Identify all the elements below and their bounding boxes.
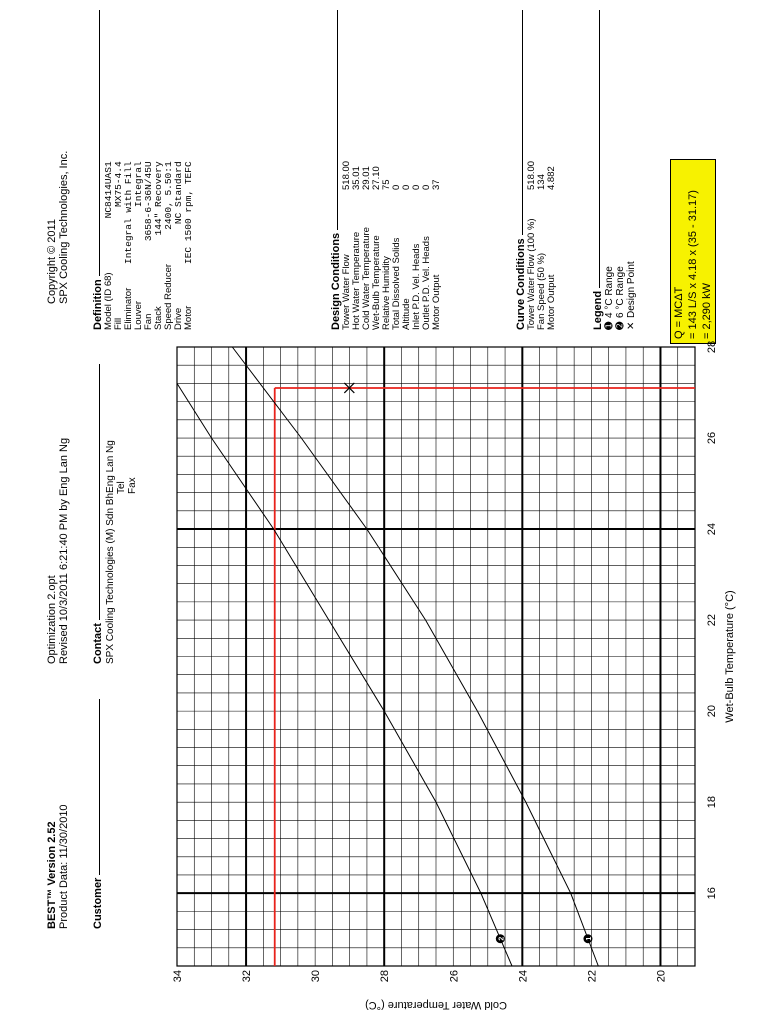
- row-value: NC8414UAS1: [103, 161, 114, 219]
- row-label: Stack: [153, 306, 164, 330]
- y-tick-label: 20: [655, 970, 668, 983]
- row-label: Tower Water Flow: [341, 254, 352, 330]
- y-tick-label: 24: [517, 970, 530, 983]
- legend-list: [604, 10, 637, 330]
- row-value: 518.00: [526, 160, 537, 190]
- y-tick-label: 30: [310, 970, 323, 983]
- y-tick-label: 34: [172, 970, 184, 983]
- definition-section: [92, 10, 194, 330]
- file-name: Optimization 2.opt: [46, 575, 58, 664]
- row-label: Outlet P.D. Vel. Heads: [421, 236, 432, 330]
- calc-line-2: = 143 L/S x 4.18 x (35 - 31.17): [687, 190, 699, 339]
- calc-line-3: = 2,290 kW: [701, 283, 713, 339]
- row-label: Wet-Bulb Temperature: [371, 235, 382, 330]
- calc-line-1: Q = MCΔT: [673, 286, 685, 339]
- contact-fax: Fax: [127, 477, 138, 494]
- series-marker-label: 1: [585, 936, 593, 941]
- curve-conditions-section: [515, 10, 557, 330]
- x-axis-label: Wet-Bulb Temperature (°C): [724, 590, 736, 723]
- legend-section: [592, 10, 637, 330]
- row-label: Altitude: [401, 298, 412, 330]
- x-tick-label: 20: [706, 704, 718, 718]
- contact-tel: Tel: [116, 481, 127, 494]
- x-tick-label: 28: [706, 340, 718, 354]
- row-value: 0: [411, 184, 422, 190]
- x-tick-label: 26: [706, 431, 718, 445]
- y-tick-label: 22: [586, 970, 599, 983]
- series-marker-label: 2: [498, 936, 506, 941]
- row-value: MX75-4.4: [113, 161, 124, 207]
- contact-name: SPX Cooling Technologies (M) Sdn BhEng Lan Ng: [105, 440, 116, 664]
- definition-heading: Definition: [92, 10, 104, 330]
- legend-heading: Legend: [592, 10, 604, 330]
- row-label: Eliminator: [123, 287, 134, 330]
- legend-label: 6 °C Range: [615, 266, 626, 318]
- legend-item: [626, 10, 637, 330]
- row-label: Cold Water Temperature: [361, 227, 372, 330]
- row-value: NC Standard: [173, 161, 184, 225]
- range-marker-icon: ➋: [615, 321, 626, 330]
- y-tick-label: 26: [448, 970, 461, 983]
- performance-curve-chart: [140, 334, 768, 1024]
- row-label: Inlet P.D. Vel. Heads: [411, 243, 422, 330]
- row-label: Hot Water Temperature: [351, 231, 362, 330]
- row-label: Total Dissolved Solids: [391, 237, 402, 330]
- row-value: Integral with Fill: [123, 161, 134, 264]
- table-row: [547, 161, 557, 330]
- row-label: Relative Humidity: [381, 256, 392, 330]
- row-value: IEC 1500 rpm, TEFC: [183, 161, 194, 264]
- curve-conditions-heading: Curve Conditions: [515, 10, 527, 330]
- row-value: 37: [431, 179, 442, 190]
- row-value: 35.01: [351, 166, 362, 190]
- row-label: Fan: [143, 313, 154, 330]
- row-value: 3658-6-36N/45U: [143, 161, 154, 242]
- table-row: [432, 161, 442, 330]
- revised-line: Revised 10/3/2011 6:21:40 PM by Eng Lan Ng: [58, 437, 70, 664]
- row-value: 2400, 5.50:1: [163, 161, 174, 230]
- row-value: 134: [536, 174, 547, 190]
- copyright: Copyright © 2011: [46, 219, 58, 304]
- row-label: Louver: [133, 300, 144, 330]
- design-point-marker-icon: ✕: [626, 321, 637, 330]
- row-value: 0: [401, 184, 412, 190]
- row-label: Tower Water Flow (100 %): [526, 218, 537, 330]
- legend-item: [604, 10, 615, 330]
- legend-label: 4 °C Range: [604, 266, 615, 318]
- product-version: BEST™ Version 2.52: [46, 821, 58, 929]
- company-name: SPX Cooling Technologies, Inc.: [58, 150, 70, 304]
- curve-conditions-table: [527, 161, 557, 330]
- y-tick-label: 28: [379, 970, 392, 983]
- row-value: 0: [391, 184, 402, 190]
- contact-heading: Contact: [92, 364, 104, 664]
- row-label: Model (ID 68): [103, 272, 114, 330]
- row-label: Motor: [183, 305, 194, 330]
- row-value: 29.01: [361, 166, 372, 190]
- row-value: 518.00: [341, 160, 352, 190]
- product-date: Product Data: 11/30/2010: [58, 804, 70, 929]
- row-label: Fan Speed (50 %): [536, 252, 547, 330]
- row-value: 0: [421, 184, 432, 190]
- row-value: Integral: [133, 161, 144, 207]
- design-conditions-table: [342, 161, 442, 330]
- x-tick-label: 18: [706, 796, 718, 809]
- design-conditions-section: [330, 10, 442, 330]
- calculation-box: [670, 159, 716, 344]
- row-label: Fill: [113, 317, 124, 330]
- legend-item: [615, 10, 626, 330]
- x-tick-label: 16: [706, 887, 718, 900]
- row-value: 144" Recovery: [153, 161, 164, 236]
- row-value: 75: [381, 179, 392, 190]
- customer-heading: Customer: [92, 699, 104, 929]
- table-row: [184, 158, 194, 330]
- definition-table: [104, 158, 194, 330]
- row-label: Speed Reducer: [163, 263, 174, 330]
- row-value: 4.882: [546, 166, 557, 190]
- design-conditions-heading: Design Conditions: [330, 10, 342, 330]
- row-label: Motor Output: [546, 274, 557, 330]
- x-tick-label: 24: [706, 522, 718, 536]
- y-tick-label: 32: [241, 970, 254, 983]
- legend-label: Design Point: [626, 261, 637, 318]
- row-label: Drive: [173, 307, 184, 330]
- range-marker-icon: ➊: [604, 321, 615, 330]
- row-label: Motor Output: [431, 274, 442, 330]
- x-tick-label: 22: [706, 613, 718, 627]
- y-axis-label: Cold Water Temperature (°C): [365, 999, 507, 1011]
- row-value: 27.10: [371, 166, 382, 190]
